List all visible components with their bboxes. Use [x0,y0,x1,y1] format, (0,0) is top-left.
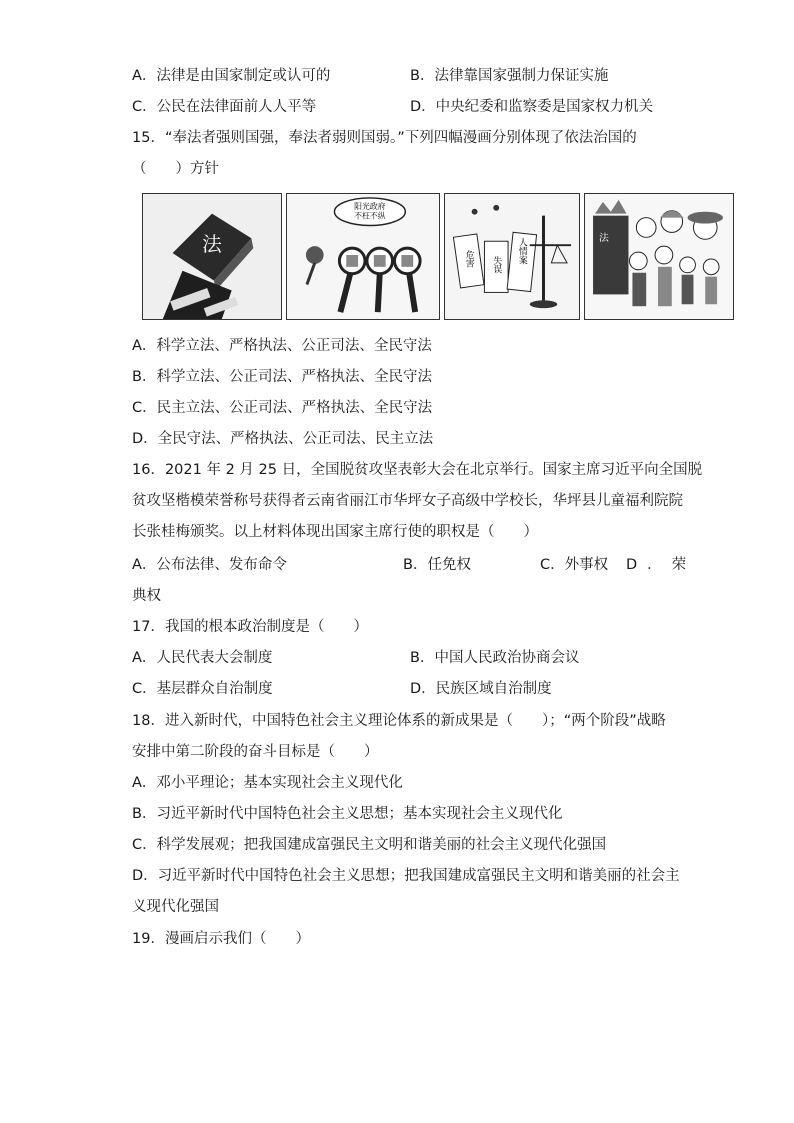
q17-option-d: D．民族区域自治制度 [410,681,552,697]
comic-panel-2 [286,193,440,320]
q15-option-c: C．民主立法、公正司法、严格执法、全民守法 [132,400,433,416]
comic3-paper3: 人情案 [516,237,527,265]
q16-option-a: A．公布法律、发布命令 [132,557,287,573]
q15-stem-line2: （ ）方针 [132,161,219,177]
q16-option-d: D．荣 [626,557,697,573]
q15-option-d: D．全民守法、严格执法、公正司法、民主立法 [132,431,434,447]
comic-magnifier-illustration [287,194,439,319]
q18-stem-line1: 18．进入新时代，中国特色社会主义理论体系的新成果是（ ）；“两个阶段”战略 [132,713,666,729]
q17-option-b: B．中国人民政治协商会议 [410,650,580,666]
comic-panel-1 [142,193,282,320]
comic2-sign-line2: 不枉不纵 [354,211,386,221]
comic4-book-label: 法 [598,233,609,245]
q16-option-b: B．任免权 [403,557,471,573]
q14-option-c: C．公民在法律面前人人平等 [132,99,317,115]
comic-panel-3 [444,193,580,320]
q17-option-a: A．人民代表大会制度 [132,650,273,666]
q18-option-c: C．科学发展观；把我国建成富强民主文明和谐美丽的社会主义现代化强国 [132,837,607,853]
comic-panel-4 [584,193,734,320]
comic-law-book-illustration [143,194,281,319]
q15-comic-strip [142,193,734,320]
comic-citizens-illustration [585,194,733,319]
q18-stem-line2: 安排中第二阶段的奋斗目标是（ ） [132,744,379,760]
q16-stem-line3: 长张桂梅颁奖。以上材料体现出国家主席行使的职权是（ ） [132,524,538,540]
q14-option-b: B．法律靠国家强制力保证实施 [410,68,609,84]
comic1-book-label: 法 [202,233,222,257]
q18-option-a: A．邓小平理论；基本实现社会主义现代化 [132,775,403,791]
q17-option-c: C．基层群众自治制度 [132,681,273,697]
q15-option-a: A．科学立法、严格执法、公正司法、全民守法 [132,338,432,354]
q16-stem-line2: 贫攻坚楷模荣誉称号获得者云南省丽江市华坪女子高级中学校长，华坪县儿童福利院院 [132,493,683,509]
q18-option-b: B．习近平新时代中国特色社会主义思想；基本实现社会主义现代化 [132,806,563,822]
q16-option-d-continued: 典权 [132,588,161,604]
q16-stem-line1: 16．2021 年 2 月 25 日，全国脱贫攻坚表彰大会在北京举行。国家主席习近平向全国脱 [132,462,703,478]
q18-option-d-line1: D．习近平新时代中国特色社会主义思想；把我国建成富强民主文明和谐美丽的社会主 [132,868,680,884]
q14-option-a: A．法律是由国家制定或认可的 [132,68,331,84]
q18-option-d-line2: 义现代化强国 [132,899,219,915]
q14-option-d: D．中央纪委和监察委是国家权力机关 [410,99,654,115]
comic3-paper1: 危害 [463,250,474,268]
q16-option-c: C．外事权 [540,557,609,573]
q19-stem: 19．漫画启示我们（ ） [132,931,310,947]
q15-stem-line1: 15．“奉法者强则国强，奉法者弱则国弱。”下列四幅漫画分别体现了依法治国的 [132,130,637,146]
comic2-sign-line1: 阳光政府 [354,201,386,211]
q15-option-b: B．科学立法、公正司法、严格执法、全民守法 [132,369,432,385]
q17-stem: 17．我国的根本政治制度是（ ） [132,619,368,635]
comic-scales-illustration [445,194,579,319]
comic3-paper2: 失误 [491,256,502,274]
